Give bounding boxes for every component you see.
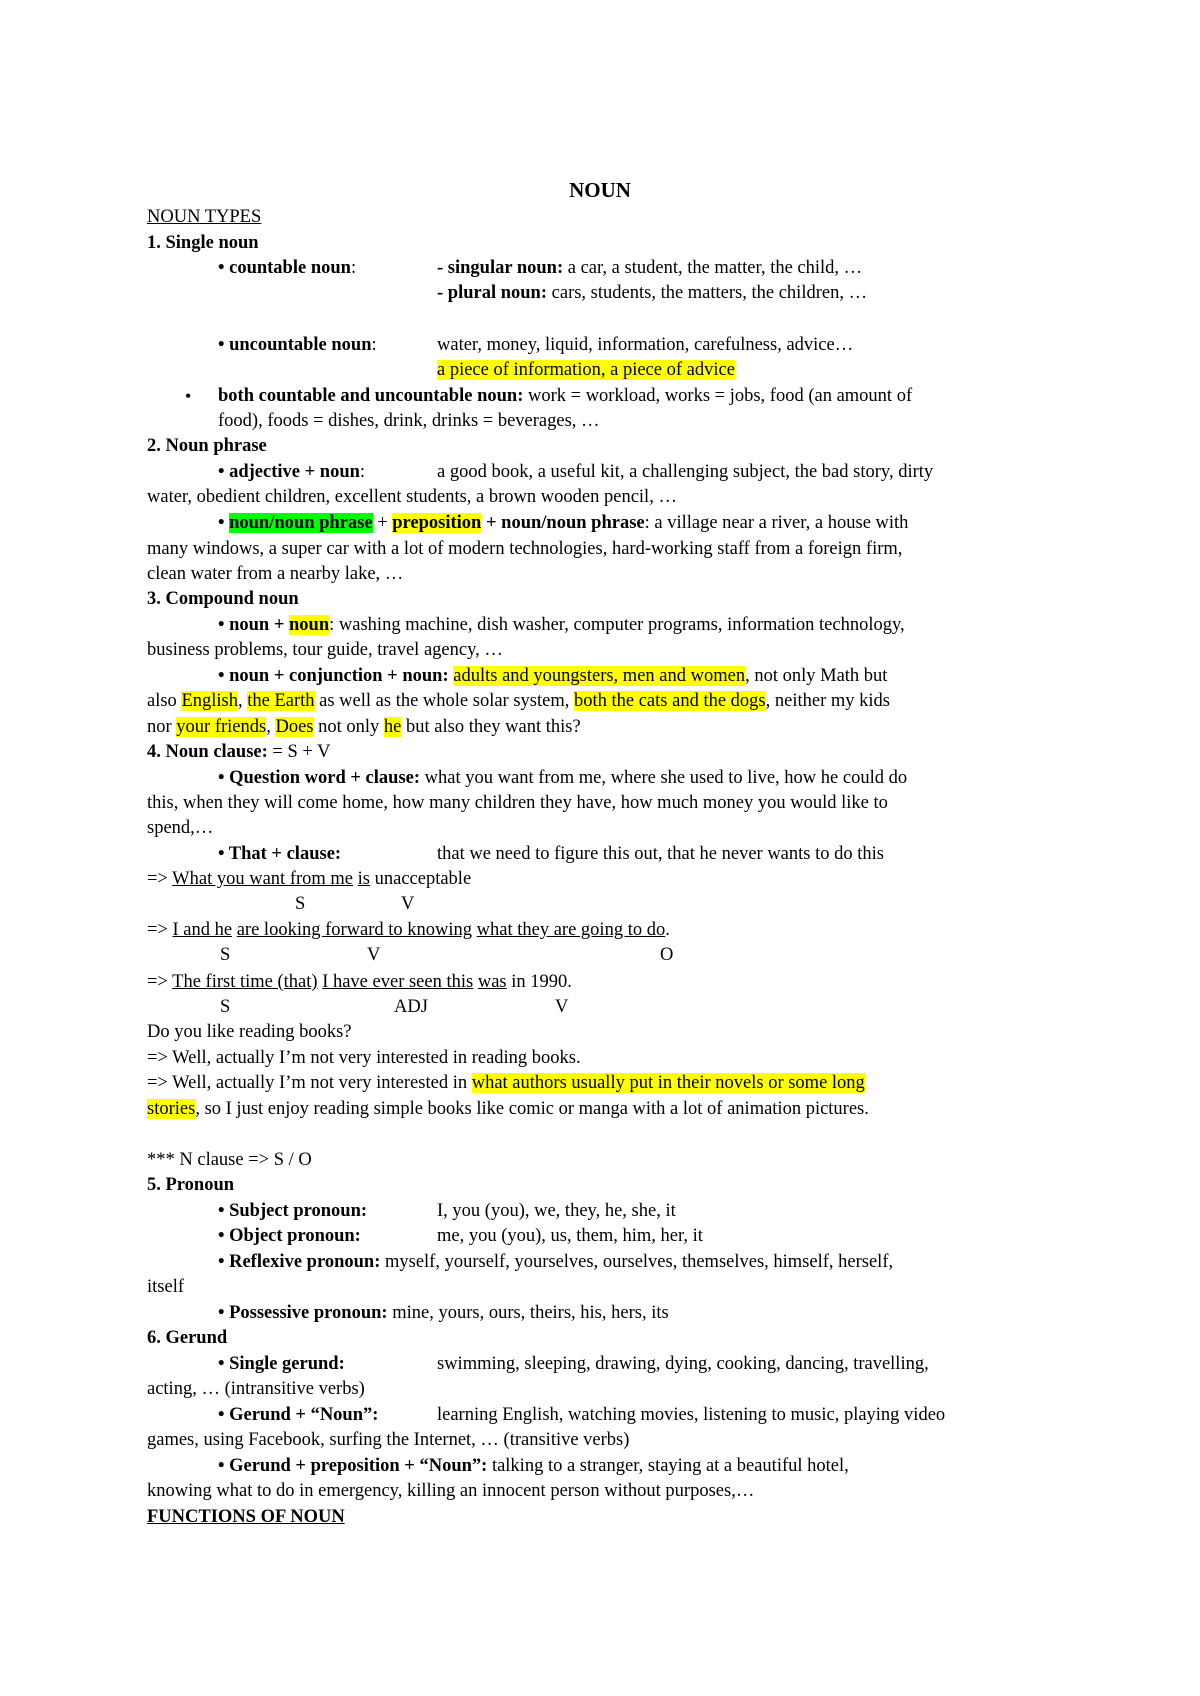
noun-noun-line: • noun + noun: washing machine, dish washer, computer programs, information technology,	[218, 615, 905, 635]
question-line: Do you like reading books?	[147, 1022, 352, 1042]
example-sentence-3: => The first time (that) I have ever seen this was in 1990.	[147, 972, 572, 992]
noun-noun-line-2: business problems, tour guide, travel agency, …	[147, 640, 503, 660]
single-gerund-examples: swimming, sleeping, drawing, dying, cooking, dancing, travelling,	[437, 1354, 929, 1374]
page-title: NOUN	[569, 178, 631, 202]
object-pronoun-examples: me, you (you), us, them, him, her, it	[437, 1226, 703, 1246]
gerund-preposition-line-2: knowing what to do in emergency, killing an innocent person without purposes,…	[147, 1481, 755, 1501]
bullet-icon: •	[185, 386, 192, 406]
noun-preposition-line-2: many windows, a super car with a lot of modern technologies, hard-working staff from a foreign firm,	[147, 539, 903, 559]
label-o: O	[660, 945, 674, 965]
uncountable-noun-label: • uncountable noun:	[218, 335, 377, 355]
gerund-preposition-line: • Gerund + preposition + “Noun”: talking to a stranger, staying at a beautiful hotel,	[218, 1456, 849, 1476]
possessive-pronoun-line: • Possessive pronoun: mine, yours, ours, theirs, his, hers, its	[218, 1303, 669, 1323]
answer-line-3: stories, so I just enjoy reading simple books like comic or manga with a lot of animation pictures.	[147, 1099, 869, 1119]
section-heading-pronoun: 5. Pronoun	[147, 1175, 235, 1195]
adjective-noun-examples-2: water, obedient children, excellent students, a brown wooden pencil, …	[147, 487, 677, 507]
uncountable-note: a piece of information, a piece of advice	[437, 360, 735, 380]
conjunction-line-2: also English, the Earth as well as the whole solar system, both the cats and the dogs, neither my kids	[147, 691, 890, 711]
answer-line-2: => Well, actually I’m not very interested in what authors usually put in their novels or some long	[147, 1073, 865, 1093]
adjective-noun-label: • adjective + noun:	[218, 462, 366, 482]
conjunction-line-3: nor your friends, Does not only he but also they want this?	[147, 717, 581, 737]
reflexive-pronoun-line-2: itself	[147, 1277, 184, 1297]
single-gerund-examples-2: acting, … (intransitive verbs)	[147, 1379, 365, 1399]
noun-preposition-line-3: clean water from a nearby lake, …	[147, 564, 404, 584]
answer-line-1: => Well, actually I’m not very interested in reading books.	[147, 1048, 581, 1068]
question-word-line-3: spend,…	[147, 818, 214, 838]
singular-noun-line: - singular noun: a car, a student, the matter, the child, …	[437, 258, 863, 278]
that-clause-label: • That + clause:	[218, 844, 342, 864]
conjunction-line: • noun + conjunction + noun: adults and youngsters, men and women, not only Math but	[218, 666, 888, 686]
question-word-line-2: this, when they will come home, how many children they have, how much money you would like to	[147, 793, 888, 813]
subject-pronoun-label: • Subject pronoun:	[218, 1201, 368, 1221]
label-v: V	[555, 997, 569, 1017]
plural-noun-line: - plural noun: cars, students, the matters, the children, …	[437, 283, 868, 303]
that-clause-examples: that we need to figure this out, that he never wants to do this	[437, 844, 884, 864]
label-s: S	[220, 997, 231, 1017]
single-gerund-label: • Single gerund:	[218, 1354, 345, 1374]
section-heading-compound-noun: 3. Compound noun	[147, 589, 299, 609]
gerund-noun-label: • Gerund + “Noun”:	[218, 1405, 379, 1425]
label-s: S	[295, 894, 306, 914]
example-sentence-1: => What you want from me is unacceptable	[147, 869, 472, 889]
noun-clause-note: *** N clause => S / O	[147, 1150, 312, 1170]
label-v: V	[367, 945, 381, 965]
section-heading-noun-phrase: 2. Noun phrase	[147, 436, 267, 456]
gerund-noun-examples-2: games, using Facebook, surfing the Internet, … (transitive verbs)	[147, 1430, 630, 1450]
subject-pronoun-examples: I, you (you), we, they, he, she, it	[437, 1201, 676, 1221]
label-v: V	[401, 894, 415, 914]
label-adj: ADJ	[394, 997, 428, 1017]
section-heading-noun-clause: 4. Noun clause: = S + V	[147, 742, 331, 762]
section-heading-single-noun: 1. Single noun	[147, 233, 259, 253]
reflexive-pronoun-line: • Reflexive pronoun: myself, yourself, yourselves, ourselves, themselves, himself, herself,	[218, 1252, 894, 1272]
object-pronoun-label: • Object pronoun:	[218, 1226, 361, 1246]
both-countable-line-2: food), foods = dishes, drink, drinks = beverages, …	[218, 411, 600, 431]
uncountable-examples: water, money, liquid, information, carefulness, advice…	[437, 335, 854, 355]
noun-preposition-line: • noun/noun phrase + preposition + noun/noun phrase: a village near a river, a house with	[218, 513, 909, 533]
both-countable-line: both countable and uncountable noun: work = workload, works = jobs, food (an amount of	[218, 386, 913, 406]
section-heading-gerund: 6. Gerund	[147, 1328, 228, 1348]
noun-types-heading: NOUN TYPES	[147, 207, 262, 227]
adjective-noun-examples: a good book, a useful kit, a challenging subject, the bad story, dirty	[437, 462, 934, 482]
question-word-line: • Question word + clause: what you want from me, where she used to live, how he could do	[218, 768, 908, 788]
gerund-noun-examples: learning English, watching movies, listening to music, playing video	[437, 1405, 946, 1425]
countable-noun-label: • countable noun:	[218, 258, 357, 278]
functions-heading: FUNCTIONS OF NOUN	[147, 1507, 345, 1527]
example-sentence-2: => I and he are looking forward to knowing what they are going to do.	[147, 920, 670, 940]
label-s: S	[220, 945, 231, 965]
